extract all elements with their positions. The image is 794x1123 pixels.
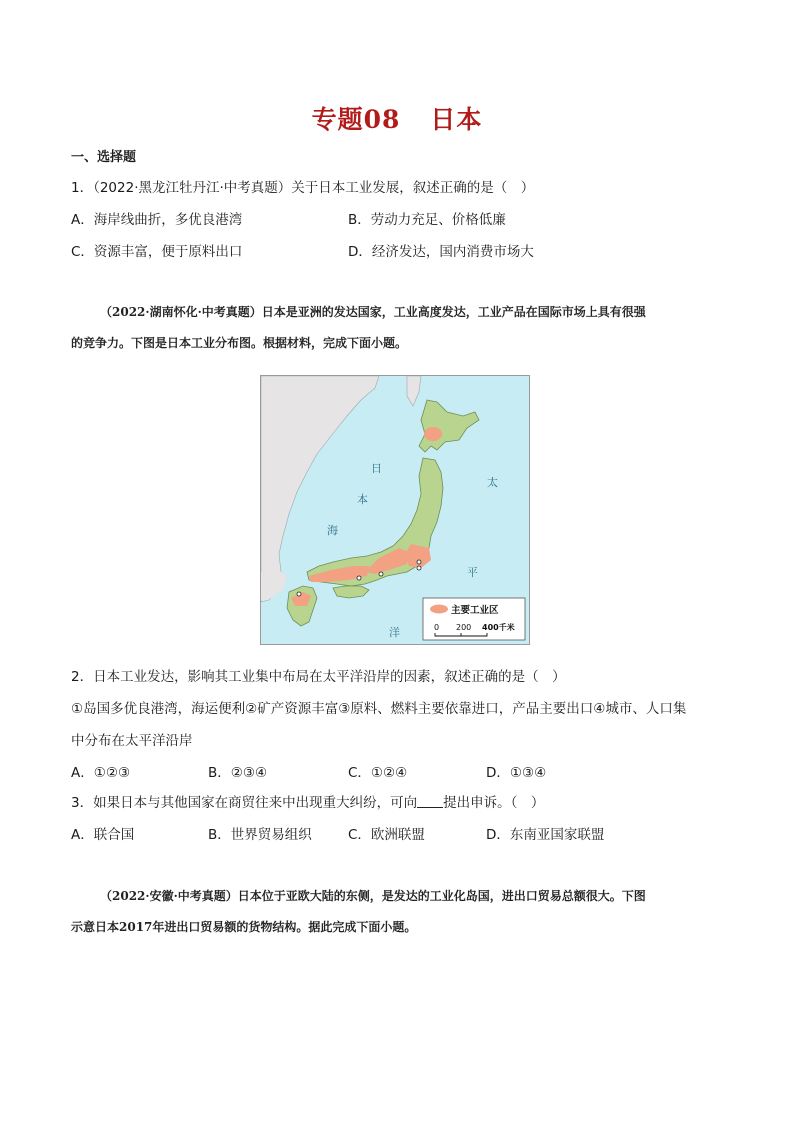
question-3-option-d[interactable]: D．东南亚国家联盟: [486, 827, 605, 843]
scale-label-200: 200: [456, 623, 472, 632]
answer-blank[interactable]: [417, 795, 443, 808]
ocean-label-yang: 洋: [389, 626, 400, 639]
material-2-line-2: 示意日本2017年进出口贸易额的货物结构。据此完成下面小题。: [71, 920, 417, 934]
city-marker: [379, 572, 383, 576]
sea-label-hai: 海: [327, 524, 338, 537]
question-3-option-a[interactable]: A．联合国: [71, 827, 135, 843]
question-1-option-c[interactable]: C．资源丰富，便于原料出口: [71, 244, 243, 260]
question-2-option-a[interactable]: A．①②③: [71, 765, 131, 781]
question-1-option-d[interactable]: D．经济发达，国内消费市场大: [348, 244, 534, 260]
title-topic-number: 专题08: [311, 105, 401, 134]
question-1-option-a[interactable]: A．海岸线曲折，多优良港湾: [71, 212, 243, 228]
japan-industry-map: [260, 375, 530, 645]
question-3-option-b[interactable]: B．世界贸易组织: [208, 827, 312, 843]
question-1-option-b[interactable]: B．劳动力充足、价格低廉: [348, 212, 506, 228]
question-3-option-c[interactable]: C．欧洲联盟: [348, 827, 425, 843]
question-3-stem-after: 提出申诉。（ ）: [443, 795, 545, 811]
legend-industry-swatch: [430, 605, 448, 614]
question-2-stem: 2．日本工业发达，影响其工业集中布局在太平洋沿岸的因素，叙述正确的是（ ）: [71, 669, 566, 685]
city-marker: [297, 592, 301, 596]
question-2-factors-line-2: 中分布在太平洋沿岸: [71, 733, 193, 749]
city-marker: [417, 566, 421, 570]
industry-zone-hokkaido: [424, 427, 442, 441]
title-topic-name: 日本: [430, 105, 483, 134]
question-2-factors-line-1: ①岛国多优良港湾，海运便利②矿产资源丰富③原料、燃料主要依靠进口，产品主要出口④城市、人口集: [71, 701, 687, 717]
question-2-option-b[interactable]: B．②③④: [208, 765, 268, 781]
material-1-line-1: （2022·湖南怀化·中考真题）日本是亚洲的发达国家，工业高度发达，工业产品在国际市场上具有很强: [100, 305, 646, 319]
question-2-option-c[interactable]: C．①②④: [348, 765, 408, 781]
legend-industry-label: 主要工业区: [451, 605, 499, 616]
question-2-option-d[interactable]: D．①③④: [486, 765, 547, 781]
map-graphic: [261, 376, 529, 644]
section-heading: 一、选择题: [71, 150, 137, 165]
scale-label-400: 400千米: [482, 623, 515, 632]
sea-label-ben: 本: [357, 493, 368, 506]
material-1-line-2: 的竞争力。下图是日本工业分布图。根据材料，完成下面小题。: [71, 336, 408, 350]
question-3-stem: [71, 791, 544, 811]
city-marker: [417, 560, 421, 564]
material-2-line-1: （2022·安徽·中考真题）日本位于亚欧大陆的东侧，是发达的工业化岛国，进出口贸易总额很大。下图: [100, 889, 646, 903]
question-3-stem-before: 3．如果日本与其他国家在商贸往来中出现重大纠纷，可向: [71, 795, 418, 811]
sea-label-ri: 日: [371, 462, 382, 475]
ocean-label-ping: 平: [467, 566, 478, 579]
question-1-stem: 1．（2022·黑龙江牡丹江·中考真题）关于日本工业发展，叙述正确的是（ ）: [71, 180, 535, 196]
scale-label-0: 0: [434, 623, 440, 632]
page-title: [0, 100, 794, 136]
ocean-label-tai: 太: [487, 476, 498, 489]
city-marker: [357, 576, 361, 580]
